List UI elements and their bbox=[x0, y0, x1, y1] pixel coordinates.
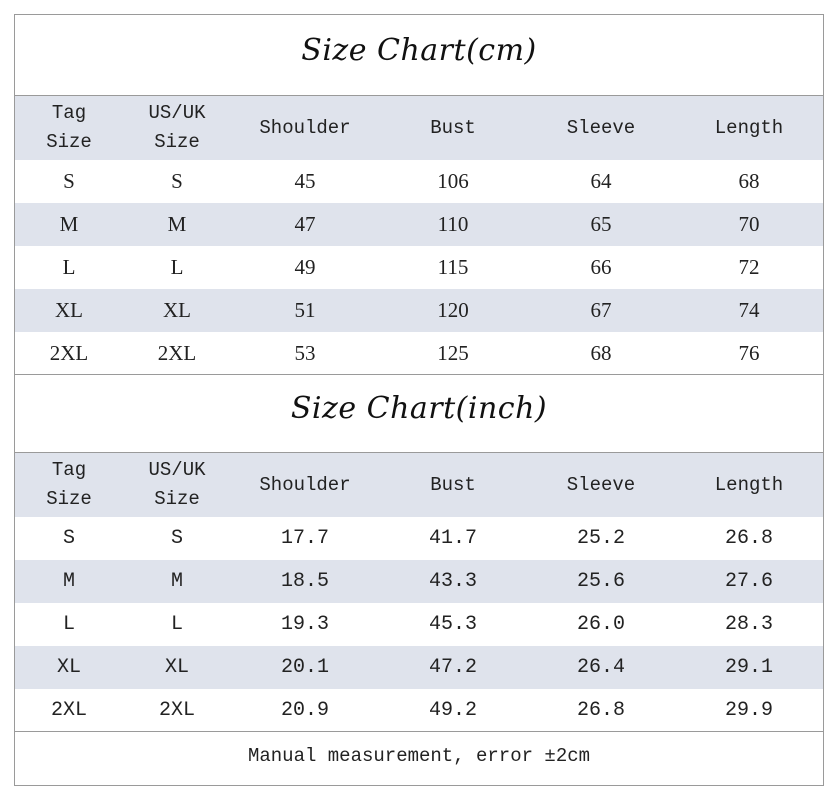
length-cell: 26.8 bbox=[724, 527, 773, 550]
inch-table-body bbox=[15, 517, 823, 732]
us-uk-size-cell: S bbox=[171, 169, 183, 193]
us-uk-size-cell: 2XL bbox=[157, 341, 197, 365]
us-uk-size-cell: L bbox=[170, 255, 184, 279]
header-length: Length bbox=[675, 96, 823, 161]
sleeve-cell: 67 bbox=[527, 289, 675, 332]
tag-size-cell: L bbox=[62, 613, 75, 636]
shoulder-cell: 53 bbox=[294, 341, 316, 365]
bust-cell: 41.7 bbox=[428, 527, 477, 550]
header-us-uk-size: US/UK Size bbox=[123, 96, 231, 161]
header-shoulder: Shoulder bbox=[231, 96, 379, 161]
table-row bbox=[15, 646, 823, 689]
length-cell: 70 bbox=[675, 203, 823, 246]
section-divider bbox=[15, 374, 823, 375]
measurement-note: Manual measurement, error ±2cm bbox=[247, 745, 591, 767]
size-chart-frame bbox=[14, 14, 824, 786]
shoulder-cell: 45 bbox=[294, 169, 316, 193]
shoulder-cell: 47 bbox=[231, 203, 379, 246]
tag-size-cell: S bbox=[63, 169, 75, 193]
length-cell: 76 bbox=[738, 341, 760, 365]
footer-divider bbox=[15, 731, 823, 732]
tag-size-cell: XL bbox=[15, 289, 123, 332]
us-uk-size-cell: M bbox=[123, 203, 231, 246]
shoulder-cell: 20.9 bbox=[280, 699, 329, 722]
header-bust: Bust bbox=[379, 96, 527, 161]
us-uk-size-cell: XL bbox=[123, 289, 231, 332]
table-row bbox=[15, 289, 823, 332]
table-row bbox=[15, 160, 823, 203]
header-shoulder: Shoulder bbox=[231, 453, 379, 518]
tag-size-cell: S bbox=[62, 527, 75, 550]
table-row bbox=[15, 246, 823, 289]
inch-size-table bbox=[15, 452, 823, 732]
us-uk-size-cell: XL bbox=[123, 646, 231, 689]
shoulder-cell: 19.3 bbox=[280, 613, 329, 636]
sleeve-cell: 66 bbox=[590, 255, 612, 279]
header-sleeve: Sleeve bbox=[527, 96, 675, 161]
bust-cell: 106 bbox=[437, 169, 469, 193]
shoulder-cell: 49 bbox=[294, 255, 316, 279]
sleeve-cell: 26.4 bbox=[527, 646, 675, 689]
tag-size-cell: 2XL bbox=[49, 341, 89, 365]
bust-cell: 110 bbox=[379, 203, 527, 246]
shoulder-cell: 20.1 bbox=[231, 646, 379, 689]
table-row bbox=[15, 689, 823, 732]
shoulder-cell: 51 bbox=[231, 289, 379, 332]
tag-size-cell: XL bbox=[15, 646, 123, 689]
bust-cell: 120 bbox=[379, 289, 527, 332]
table-row bbox=[15, 560, 823, 603]
length-cell: 74 bbox=[675, 289, 823, 332]
table-row bbox=[15, 517, 823, 560]
length-cell: 72 bbox=[738, 255, 760, 279]
header-sleeve: Sleeve bbox=[527, 453, 675, 518]
sleeve-cell: 25.2 bbox=[576, 527, 625, 550]
inch-header-row bbox=[15, 453, 823, 518]
sleeve-cell: 26.0 bbox=[576, 613, 625, 636]
tag-size-cell: M bbox=[15, 560, 123, 603]
header-tag-size: Tag Size bbox=[15, 453, 123, 518]
table-row bbox=[15, 332, 823, 375]
sleeve-cell: 68 bbox=[590, 341, 612, 365]
cm-header-row bbox=[15, 96, 823, 161]
table-row bbox=[15, 203, 823, 246]
bust-cell: 115 bbox=[437, 255, 469, 279]
tag-size-cell: L bbox=[62, 255, 76, 279]
sleeve-cell: 26.8 bbox=[576, 699, 625, 722]
header-bust: Bust bbox=[379, 453, 527, 518]
us-uk-size-cell: 2XL bbox=[158, 699, 195, 722]
us-uk-size-cell: M bbox=[123, 560, 231, 603]
cm-chart-title: Size Chart(cm) bbox=[301, 33, 537, 68]
sleeve-cell: 65 bbox=[527, 203, 675, 246]
table-row bbox=[15, 603, 823, 646]
inch-chart-title: Size Chart(inch) bbox=[290, 391, 548, 426]
length-cell: 29.9 bbox=[724, 699, 773, 722]
sleeve-cell: 25.6 bbox=[527, 560, 675, 603]
length-cell: 29.1 bbox=[675, 646, 823, 689]
length-cell: 28.3 bbox=[724, 613, 773, 636]
length-cell: 27.6 bbox=[675, 560, 823, 603]
length-cell: 68 bbox=[738, 169, 760, 193]
bust-cell: 47.2 bbox=[379, 646, 527, 689]
bust-cell: 49.2 bbox=[428, 699, 477, 722]
header-tag-size: Tag Size bbox=[15, 96, 123, 161]
sleeve-cell: 64 bbox=[590, 169, 612, 193]
bust-cell: 45.3 bbox=[428, 613, 477, 636]
cm-table-body bbox=[15, 160, 823, 375]
us-uk-size-cell: S bbox=[170, 527, 183, 550]
cm-size-table bbox=[15, 95, 823, 375]
tag-size-cell: 2XL bbox=[50, 699, 87, 722]
bust-cell: 125 bbox=[437, 341, 469, 365]
header-us-uk-size: US/UK Size bbox=[123, 453, 231, 518]
header-length: Length bbox=[675, 453, 823, 518]
shoulder-cell: 18.5 bbox=[231, 560, 379, 603]
tag-size-cell: M bbox=[15, 203, 123, 246]
bust-cell: 43.3 bbox=[379, 560, 527, 603]
us-uk-size-cell: L bbox=[170, 613, 183, 636]
shoulder-cell: 17.7 bbox=[280, 527, 329, 550]
